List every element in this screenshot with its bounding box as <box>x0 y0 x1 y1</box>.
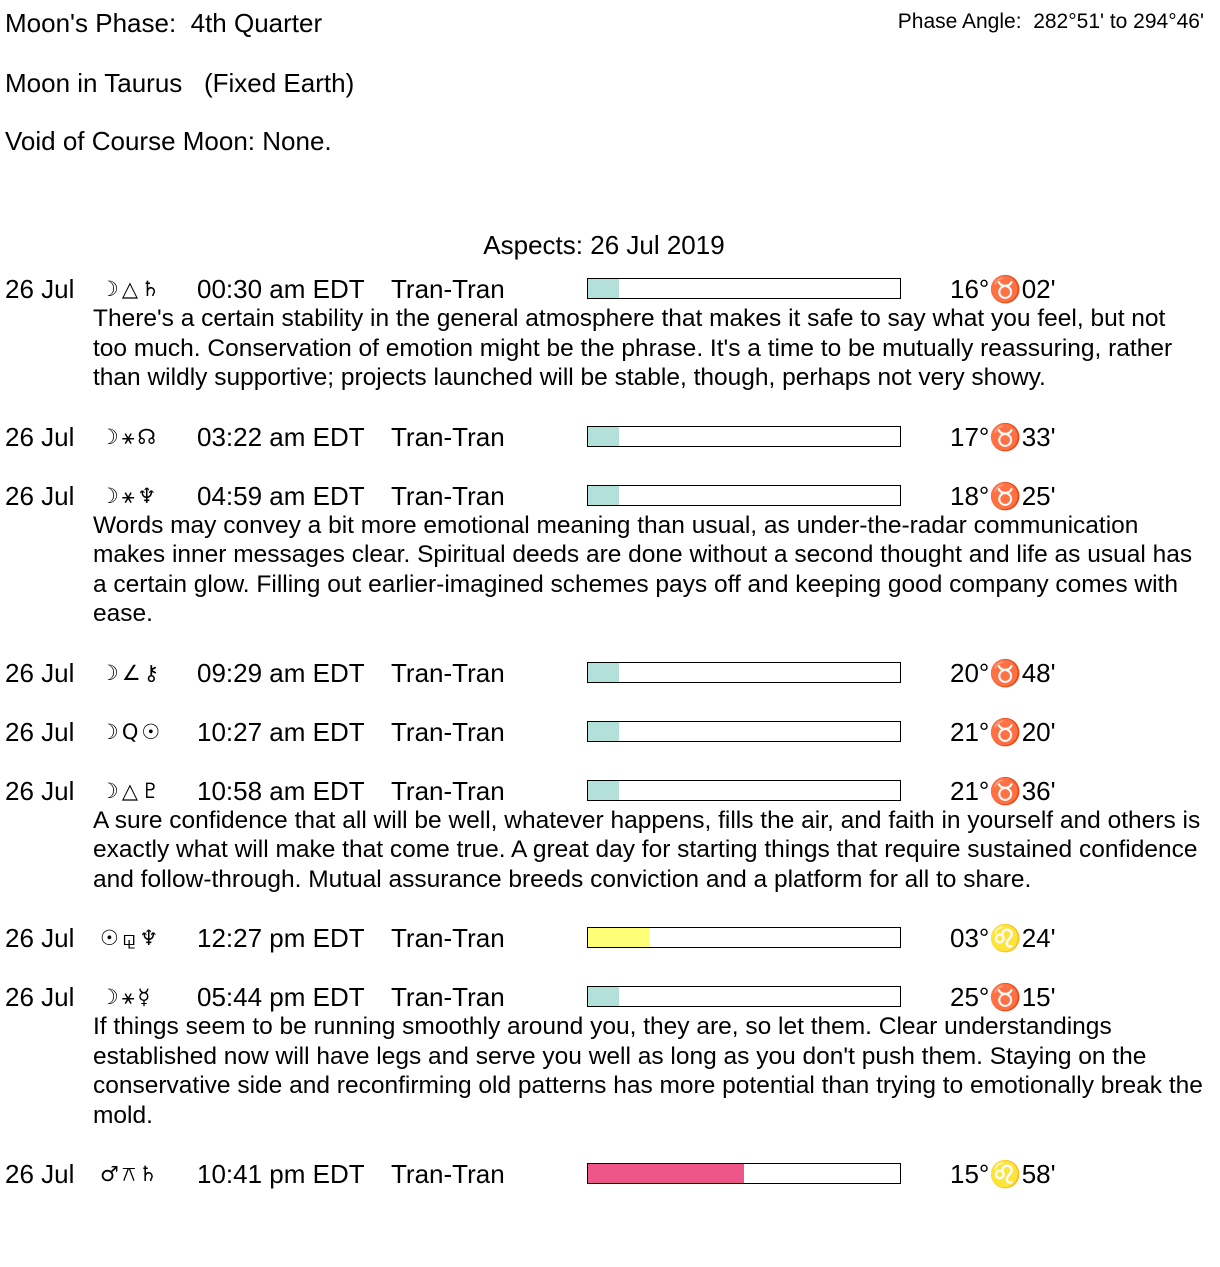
aspect-position: 20°♉48' <box>950 657 1056 688</box>
aspect-glyphs: ☽⚹☿ <box>100 985 154 1009</box>
aspect-row <box>0 776 1220 806</box>
aspect-position: 03°♌24' <box>950 923 1056 953</box>
aspect-type: Tran-Tran <box>391 421 505 452</box>
aspect-type: Tran-Tran <box>391 982 505 1012</box>
aspect-type: Tran-Tran <box>391 1159 505 1189</box>
aspect-type: Tran-Tran <box>391 775 505 806</box>
strength-bar-fill <box>588 486 619 505</box>
aspect-date: 26 Jul <box>5 923 75 953</box>
aspect-row <box>0 717 1220 747</box>
phase-angle: Phase Angle: 282°51' to 294°46' <box>897 10 1204 33</box>
strength-bar-fill <box>588 279 619 298</box>
aspect-date: 26 Jul <box>5 657 75 688</box>
aspect-row <box>0 658 1220 688</box>
aspect-description: There's a certain stability in the general atmosphere that makes it safe to say what you feel, but not too much. Conservation of emotion might be the phrase. It's a time to be mutually reassuring, rather than wildly supportive; projects launched will be stable, though, perhaps not very showy. <box>93 305 1173 391</box>
aspect-row <box>0 274 1220 304</box>
strength-bar <box>587 927 901 948</box>
aspect-type: Tran-Tran <box>391 716 505 747</box>
strength-bar <box>587 1163 901 1184</box>
aspect-time: 05:44 pm EDT <box>197 982 365 1012</box>
aspect-date: 26 Jul <box>5 716 75 747</box>
aspect-glyphs: ☽⚹☊ <box>100 424 160 449</box>
aspect-date: 26 Jul <box>5 480 75 511</box>
aspect-position: 16°♉02' <box>950 274 1056 304</box>
aspect-glyphs: ☽⚹♆ <box>100 483 160 508</box>
aspect-time: 04:59 am EDT <box>197 480 365 511</box>
aspect-date: 26 Jul <box>5 775 75 806</box>
aspect-row <box>0 982 1220 1012</box>
aspect-row <box>0 422 1220 452</box>
strength-bar-fill <box>588 427 619 446</box>
aspect-type: Tran-Tran <box>391 657 505 688</box>
aspect-entry <box>0 717 1220 776</box>
aspect-row <box>0 923 1220 953</box>
aspect-description: A sure confidence that all will be well, whatever happens, fills the air, and faith in yourself and others is exactly what will make that come true. A great day for starting things that require sustained confidence and follow-through. Mutual assurance breeds conviction and a platform for all to share. <box>93 806 1201 893</box>
aspects-title: Aspects: 26 Jul 2019 <box>483 230 725 260</box>
aspect-glyphs: ♂⚻♄ <box>100 1162 161 1186</box>
aspect-type: Tran-Tran <box>391 274 505 304</box>
aspect-glyphs: ☉⚼♆ <box>100 926 162 950</box>
aspect-entry <box>0 776 1220 924</box>
strength-bar-fill <box>588 928 650 947</box>
moon-phase: Moon's Phase: 4th Quarter <box>5 8 323 38</box>
strength-bar-fill <box>588 781 619 800</box>
strength-bar <box>587 278 901 299</box>
strength-bar <box>587 780 901 801</box>
aspect-date: 26 Jul <box>5 421 75 452</box>
strength-bar <box>587 485 901 506</box>
aspect-time: 03:22 am EDT <box>197 421 365 452</box>
aspect-glyphs: ☽△♇ <box>100 778 163 803</box>
aspect-entry <box>0 982 1220 1159</box>
aspect-time: 10:27 am EDT <box>197 716 365 747</box>
aspect-time: 12:27 pm EDT <box>197 923 365 953</box>
aspect-type: Tran-Tran <box>391 480 505 511</box>
strength-bar <box>587 721 901 742</box>
aspect-time: 09:29 am EDT <box>197 657 365 688</box>
aspect-position: 17°♉33' <box>950 421 1056 452</box>
aspect-entry <box>0 658 1220 717</box>
void-of-course: Void of Course Moon: None. <box>5 126 332 156</box>
strength-bar-fill <box>588 987 619 1006</box>
aspect-entry <box>0 274 1220 422</box>
aspect-entry <box>0 422 1220 481</box>
moon-sign: Moon in Taurus (Fixed Earth) <box>5 68 355 98</box>
aspect-entry <box>0 1159 1220 1218</box>
aspect-glyphs: ☽△♄ <box>100 277 163 301</box>
aspect-list <box>0 274 1220 1218</box>
aspect-glyphs: ☽∠⚷ <box>100 660 163 685</box>
aspect-time: 00:30 am EDT <box>197 274 365 304</box>
aspect-time: 10:41 pm EDT <box>197 1159 365 1189</box>
strength-bar <box>587 426 901 447</box>
aspect-entry <box>0 481 1220 658</box>
aspect-description: If things seem to be running smoothly around you, they are, so let them. Clear understandings established now will have legs and serve you well as long as you don't push them. Staying on the conservative side and reconfirming old patterns has more potential than trying to emotionally break the mold. <box>93 1013 1203 1129</box>
aspect-date: 26 Jul <box>5 982 75 1012</box>
strength-bar-fill <box>588 1164 744 1183</box>
strength-bar <box>587 662 901 683</box>
aspect-date: 26 Jul <box>5 1159 75 1189</box>
strength-bar <box>587 986 901 1007</box>
aspect-position: 21°♉36' <box>950 775 1056 806</box>
aspect-position: 21°♉20' <box>950 716 1056 747</box>
aspect-glyphs: ☽Q☉ <box>100 719 164 744</box>
aspect-row <box>0 481 1220 511</box>
aspect-description: Words may convey a bit more emotional meaning than usual, as under-the-radar communication makes inner messages clear. Spiritual deeds are done without a second thought and life as usual has a certain glow. Filling out earlier-imagined schemes pays off and keeping good company comes with ease. <box>93 511 1193 627</box>
aspect-position: 25°♉15' <box>950 982 1056 1012</box>
aspect-row <box>0 1159 1220 1189</box>
strength-bar-fill <box>588 722 619 741</box>
aspect-entry <box>0 923 1220 982</box>
aspect-type: Tran-Tran <box>391 923 505 953</box>
aspect-position: 15°♌58' <box>950 1159 1056 1189</box>
aspect-time: 10:58 am EDT <box>197 775 365 806</box>
aspect-position: 18°♉25' <box>950 480 1056 511</box>
aspect-date: 26 Jul <box>5 274 75 304</box>
strength-bar-fill <box>588 663 619 682</box>
